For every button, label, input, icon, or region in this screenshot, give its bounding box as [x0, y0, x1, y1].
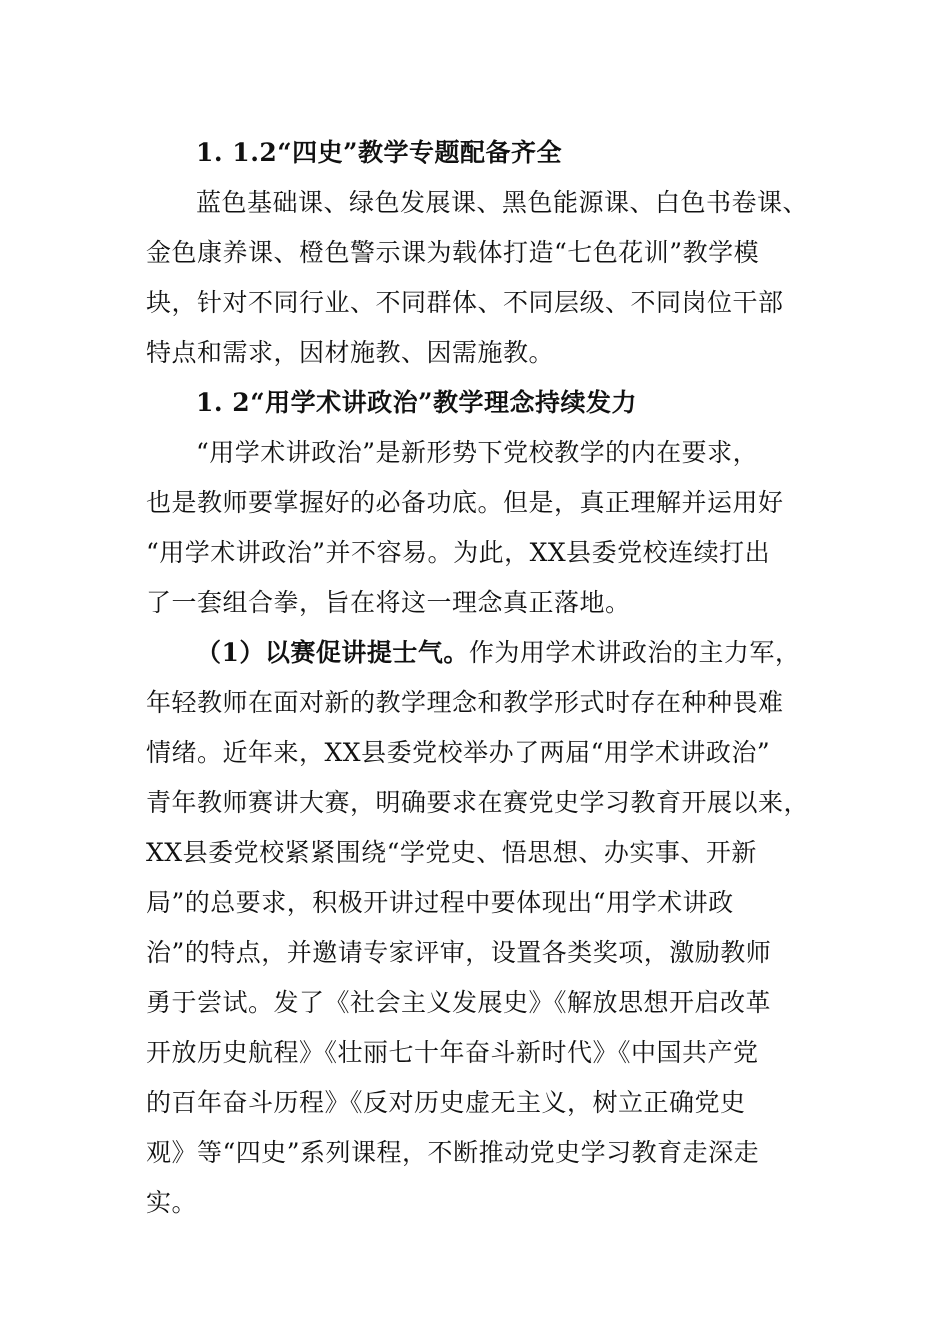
- paragraph-line: 蓝色基础课、绿色发展课、黑色能源课、白色书卷课、: [196, 188, 809, 217]
- paragraph-line: “用学术讲政治”并不容易。为此，XX县委党校连续打出: [146, 538, 771, 567]
- paragraph-line: 也是教师要掌握好的必备功底。但是，真正理解并运用好: [146, 488, 784, 517]
- paragraph-line: 治”的特点，并邀请专家评审，设置各类奖项，激励教师: [146, 938, 772, 967]
- paragraph-line: 的百年奋斗历程》《反对历史虚无主义，树立正确党史: [146, 1088, 746, 1117]
- paragraph-line: 勇于尝试。发了《社会主义发展史》《解放思想开启改革: [146, 988, 772, 1017]
- paragraph-line: 观》等“四史”系列课程，不断推动党史学习教育走深走: [146, 1138, 760, 1167]
- paragraph-line: 局”的总要求，积极开讲过程中要体现出“用学术讲政: [146, 888, 734, 917]
- paragraph-line: 金色康养课、橙色警示课为载体打造“七色花训”教学模: [146, 238, 760, 267]
- paragraph-line: 特点和需求，因材施教、因需施教。: [146, 338, 555, 367]
- paragraph-line: 块，针对不同行业、不同群体、不同层级、不同岗位干部: [146, 288, 784, 317]
- paragraph-line: 了一套组合拳，旨在将这一理念真正落地。: [146, 588, 631, 617]
- section-heading: 1. 1.2“四史”教学专题配备齐全: [196, 138, 563, 167]
- paragraph-line: 开放历史航程》《壮丽七十年奋斗新时代》《中国共产党: [146, 1038, 759, 1067]
- paragraph-line: 情绪。近年来，XX县委党校举办了两届“用学术讲政治”: [146, 738, 771, 767]
- paragraph-line: “用学术讲政治”是新形势下党校教学的内在要求，: [196, 438, 759, 467]
- paragraph-text: 作为用学术讲政治的主力军，: [468, 638, 801, 667]
- paragraph-lead: （1）以赛促讲提士气。: [196, 638, 469, 667]
- paragraph-line: XX县委党校紧紧围绕“学党史、悟思想、办实事、开新: [146, 838, 757, 867]
- paragraph-line: 实。: [146, 1188, 198, 1217]
- paragraph-line: 青年教师赛讲大赛，明确要求在赛党史学习教育开展以来，: [146, 788, 810, 817]
- section-heading: 1. 2“用学术讲政治”教学理念持续发力: [196, 388, 637, 417]
- paragraph-line: 年轻教师在面对新的教学理念和教学形式时存在种种畏难: [146, 688, 784, 717]
- paragraph-first-line: [196, 638, 800, 668]
